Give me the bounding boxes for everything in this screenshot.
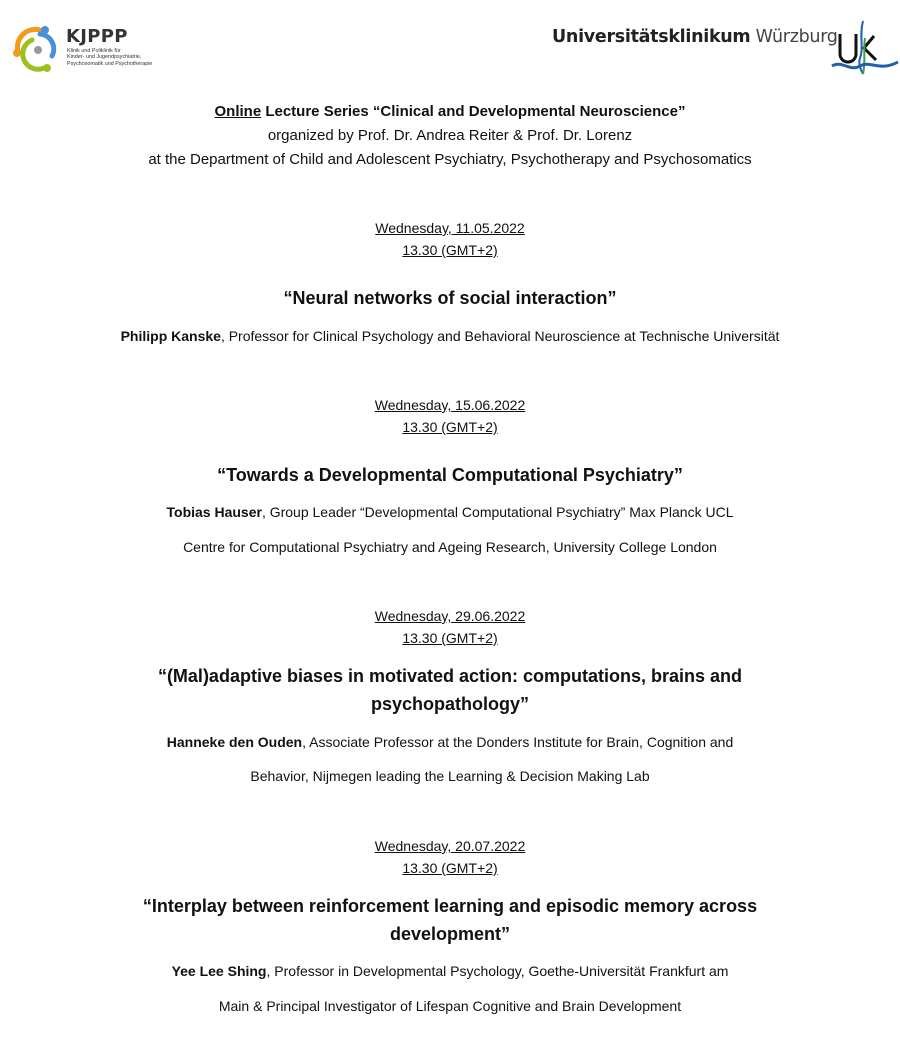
department-line: at the Department of Child and Adolescent Psychiatry, Psychotherapy and Psychosomatics [148, 151, 752, 168]
ukw-logo-light: Würzburg [755, 27, 838, 47]
kjppp-logo [10, 22, 170, 76]
lecture-title-cont: psychopathology” [370, 694, 529, 714]
series-title [0, 103, 900, 120]
lecture-date: Wednesday, 29.06.2022 [374, 608, 526, 624]
kjppp-logo-title: KJPPP [66, 26, 128, 47]
lecture-date: Wednesday, 15.06.2022 [374, 397, 526, 413]
kjppp-subtitle-line: Psychosomatik und Psychotherapie [67, 60, 153, 67]
speaker-name: Yee Lee Shing [171, 963, 267, 979]
speaker-affiliation: , Professor in Developmental Psychology, Goethe-Universität Frankfurt am [266, 963, 729, 979]
speaker-affiliation-cont: Behavior, Nijmegen leading the Learning & Decision Making Lab [250, 768, 650, 784]
kjppp-subtitle-line: Kinder- und Jugendpsychiatrie, [67, 54, 142, 61]
speaker-name: Philipp Kanske [120, 328, 221, 344]
lecture-title: “Towards a Developmental Computational Psychiatry” [217, 465, 683, 485]
kjppp-subtitle-line: Klinik und Poliklinik für [67, 48, 121, 54]
speaker-affiliation: , Professor for Clinical Psychology and Behavioral Neuroscience at Technische Universität [220, 328, 780, 344]
lecture-speaker [0, 504, 900, 520]
lecture-time: 13.30 (GMT+2) [402, 630, 498, 646]
lecture-date: Wednesday, 11.05.2022 [375, 220, 525, 236]
lecture-time: 13.30 (GMT+2) [402, 242, 498, 258]
lecture-title-cont: development” [389, 924, 511, 944]
kjppp-logo-mark-icon [10, 22, 62, 74]
lecture-speaker [0, 734, 900, 750]
lecture-title: “Neural networks of social interaction” [283, 288, 617, 308]
ukw-mark-icon [830, 18, 900, 78]
ukw-logo-mark [830, 18, 900, 78]
lecture-title: “Interplay between reinforcement learning and episodic memory across [142, 896, 758, 916]
lecture-speaker [0, 328, 900, 344]
speaker-affiliation-cont: Main & Principal Investigator of Lifespan Cognitive and Brain Development [218, 998, 682, 1014]
speaker-affiliation-cont: Centre for Computational Psychiatry and Ageing Research, University College London [183, 539, 717, 555]
series-name: Lecture Series “Clinical and Developmental Neuroscience” [261, 103, 686, 120]
speaker-name: Tobias Hauser [166, 504, 262, 520]
speaker-name: Hanneke den Ouden [166, 734, 303, 750]
lecture-title: “(Mal)adaptive biases in motivated action: computations, brains and [157, 666, 743, 686]
speaker-affiliation: , Associate Professor at the Donders Institute for Brain, Cognition and [302, 734, 734, 750]
ukw-logo-bold: Universitätsklinikum [552, 27, 751, 47]
speaker-affiliation: , Group Leader “Developmental Computational Psychiatry” Max Planck UCL [261, 504, 734, 520]
kjppp-logo-subtitle [67, 48, 167, 67]
lecture-time: 13.30 (GMT+2) [402, 860, 498, 876]
lecture-speaker [0, 963, 900, 979]
lecture-date: Wednesday, 20.07.2022 [374, 838, 526, 854]
lecture-time: 13.30 (GMT+2) [402, 419, 498, 435]
organizer-line: organized by Prof. Dr. Andrea Reiter & Prof. Dr. Lorenz [267, 127, 633, 144]
ukw-logo-text [552, 27, 838, 47]
online-label: Online [214, 103, 262, 120]
